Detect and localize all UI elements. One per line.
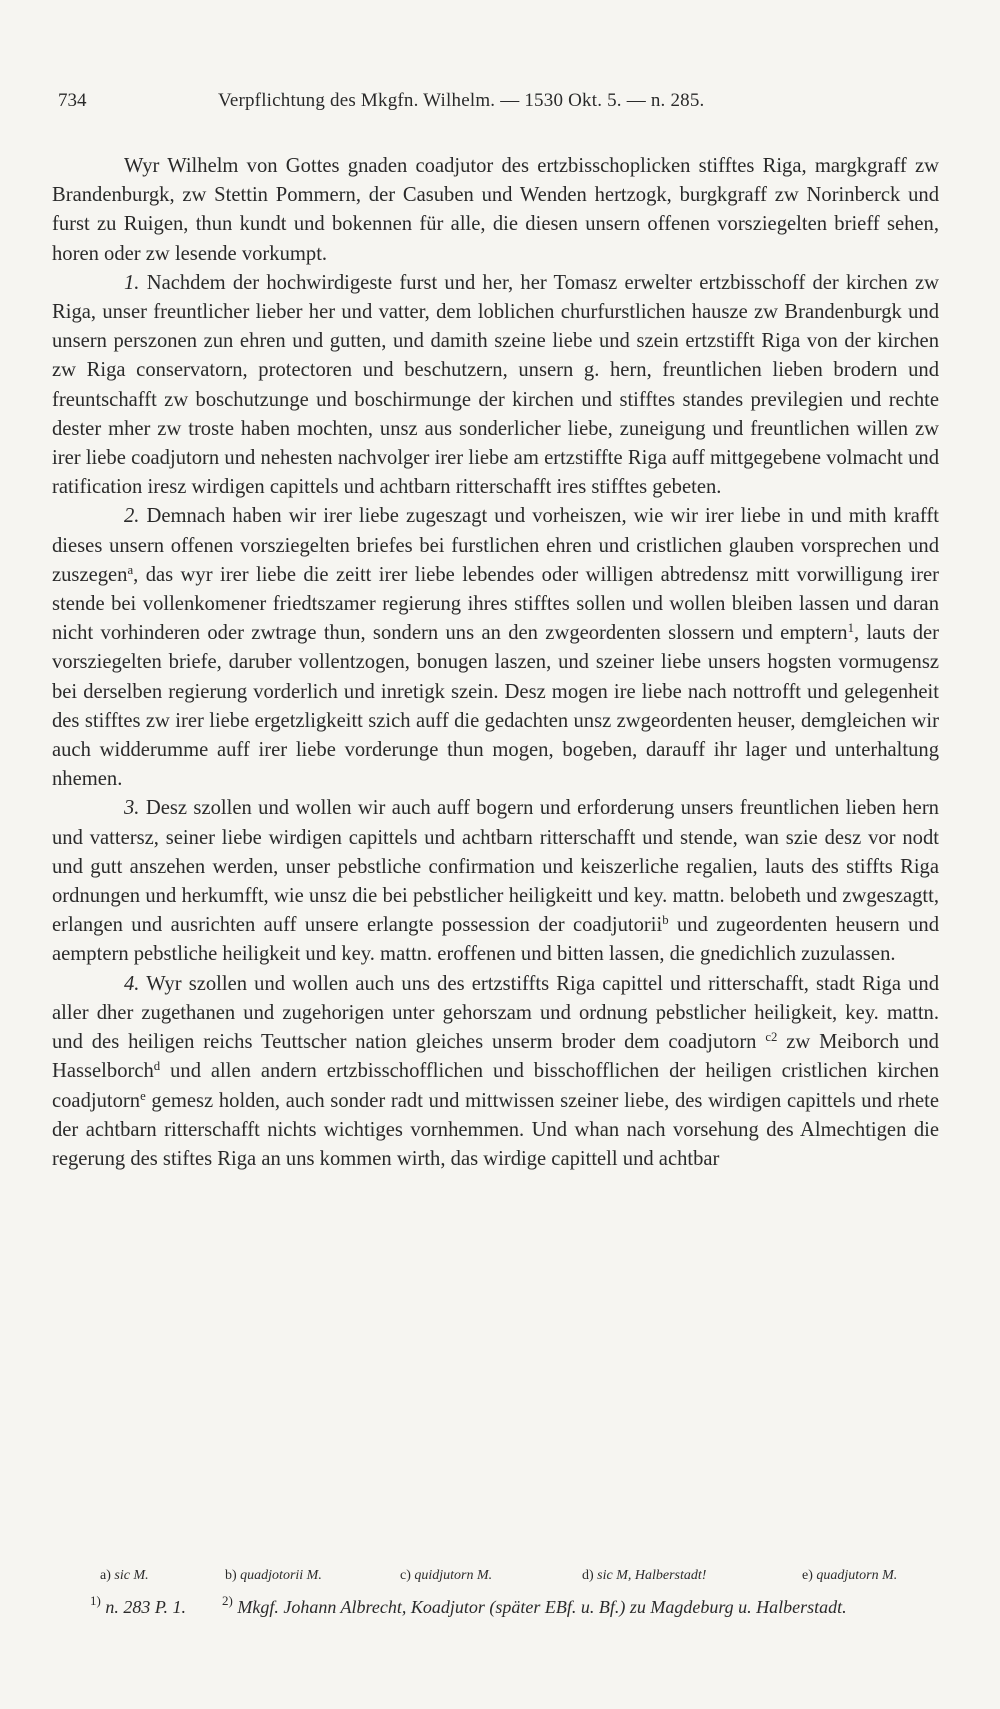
paragraph-text: , das wyr irer liebe die zeitt irer liebe lebendes oder willigen abtredensz mitt vorwilligung irer stende bei vollenkomener friedtszamer regierung ihres stifftes sollen und wollen bleiben lassen und daran nicht vorhinderen oder zwtrage thun, sondern uns an den zwgeordenten slossern und emptern	[52, 563, 939, 645]
paragraph-text: gemesz holden, auch sonder radt und mittwissen szeiner liebe, des wirdigen capittels und rhete der achtbarn ritterschafft nichts wichtiges vornhemmen. Und whan nach vorsehung des Almechtigen die regerung des stiftes Riga an uns kommen wirth, das wirdige capittell und achtbar	[52, 1089, 939, 1170]
footnote-ref[interactable]: b	[662, 913, 669, 928]
paragraph-text: Demnach haben wir irer liebe zugeszagt und vorheiszen, wie wir irer liebe in und mith krafft dieses unsern offenen vorsziegelten briefes bei furstlichen ehren und cristlichen glauben vorsprechen und zuszegen	[52, 505, 939, 586]
page-number: 734	[58, 90, 87, 111]
page-header	[58, 90, 940, 118]
variant-note: c) quidjutorn M.	[400, 1568, 493, 1583]
footnote-mark: 2)	[222, 1593, 233, 1609]
intro-text: Wyr Wilhelm von Gottes gnaden coadjutor des ertzbisschoplicken stifftes Riga, margkgraff zw Brandenburgk, zw Stettin Pommern, der Casuben und Wenden hertzogk, burgkgraff zw Norinberck und furst zu Ruigen, thun kundt und bokennen für alle, die diesen unsern offenen vorsziegelten brieff sehen, horen oder zw lesende vorkumpt.	[52, 155, 939, 265]
paragraph-text: zw Meiborch und Hasselborch	[52, 1031, 939, 1083]
paragraph-2	[52, 502, 939, 794]
paragraph-text: und allen andern ertzbisschofflichen und bisschofflichen der heiligen cristlichen kirchen coadjutorn	[52, 1060, 939, 1112]
footnote-text: Mkgf. Johann Albrecht, Koadjutor (später EBf. u. Bf.) zu Magdeburg u. Halberstadt.	[237, 1597, 847, 1617]
paragraph-number: 3.	[124, 797, 140, 820]
paragraph-number: 2.	[124, 505, 140, 528]
paragraph-text: und zugeordenten heusern und aemptern pebstliche heiligkeit und key. mattn. eroffenen und bitten lassen, die gnedichlich zuzulassen.	[52, 914, 940, 966]
paragraph-text: Desz szollen und wollen wir auch auff bogern und erforderung unsers freuntlichen lieben hern und vattersz, seiner liebe wirdigen capittels und achtbarn ritterschafft und stende, wan szie desz vor nodt und gutt anszehen werden, unser pebstliche confirmation und keiszerliche regalien, lauts des stiffts Riga ordnungen und herkumfft, wie unsz die bei pebstlicher heiligkeitt und key. mattn. belobeth und zwgeszagtt, erlangen und ausrichten auff unsere erlangte possession der coadjutorii	[52, 797, 939, 937]
variant-note: d) sic M, Halberstadt!	[582, 1568, 707, 1583]
footnote-ref[interactable]: d	[153, 1059, 161, 1074]
paragraph-3	[52, 794, 939, 969]
paragraph-text: Nachdem der hochwirdigeste furst und her, her Tomasz erwelter ertzbisschoff der kirchen zw Riga, unser freuntlicher lieber her und vatter, dem loblichen churfurstlichen hausze zw Brandenburgk und unsern perszonen zun ehren und gutten, und damith szeine liebe und szein ertzstifft Riga von der kirchen zw Riga conservatorn, protectoren und beschutzern, unsern g. hern, freuntlichen lieben brodern und freuntschafft zw boschutzunge und boschirmunge der kirchen und stifftes standes previlegien und rechte dester mher zw troste haben mochten, unsz aus sonderlicher liebe, zuneigung und freuntlichen willen zw irer liebe coadjutorn und nehesten nachvolger irer liebe am ertzstiffte Riga auff mittgegebene volmacht und ratification iresz wirdigen capittels und achtbarn ritterschafft ires stifftes gebeten.	[52, 271, 939, 499]
paragraph-number: 4.	[124, 972, 140, 995]
paragraph-number: 1.	[124, 271, 140, 294]
footnote-mark: 1)	[90, 1593, 101, 1609]
variant-notes	[40, 1568, 940, 1592]
footnote-ref[interactable]: 1	[847, 621, 854, 636]
document-body	[52, 152, 939, 1174]
paragraph-text: , lauts der vorsziegelten briefe, daruber vollentzogen, bonugen laszen, und szeiner liebe unsers hogsten vormugensz bei derselben regierung vorderlich und inretigk szein. Desz mogen ire liebe nach nottrofft und gelegenheit des stifftes zw irer liebe ergetzligkeitt szich auff die gedachten unsz zwgeordenten heuser, demgleichen wir auch widderumme auff irer liebe vorderunge thun mogen, bogeben, darauff ihr lager und unterhaltung nhemen.	[52, 622, 939, 791]
variant-note: e) quadjutorn M.	[802, 1568, 898, 1583]
intro-paragraph	[52, 152, 939, 269]
footnote-text: n. 283 P. 1.	[105, 1597, 187, 1617]
source-notes	[40, 1594, 940, 1620]
paragraph-text: Wyr szollen und wollen auch uns des ertzstiffts Riga capittel und ritterschafft, stadt Riga und aller dher zugethanen und zugehorigen unter gehorszam und ordnung pebstlicher heiligkeit, key. mattn. und des heiligen reichs Teuttscher nation gleiches unserm broder dem coadjutorn	[52, 972, 939, 1054]
variant-note: b) quadjotorii M.	[225, 1568, 322, 1583]
variant-note: a) sic M.	[100, 1568, 149, 1583]
footnote-ref[interactable]: e	[140, 1088, 146, 1103]
footnote-ref[interactable]: c2	[765, 1030, 778, 1045]
footnote-ref[interactable]: a	[127, 562, 134, 577]
running-head: Verpflichtung des Mkgfn. Wilhelm. — 1530 Okt. 5. — n. 285.	[218, 90, 705, 111]
paragraph-4	[52, 970, 939, 1174]
paragraph-1	[52, 269, 939, 503]
footnotes	[40, 1568, 940, 1620]
